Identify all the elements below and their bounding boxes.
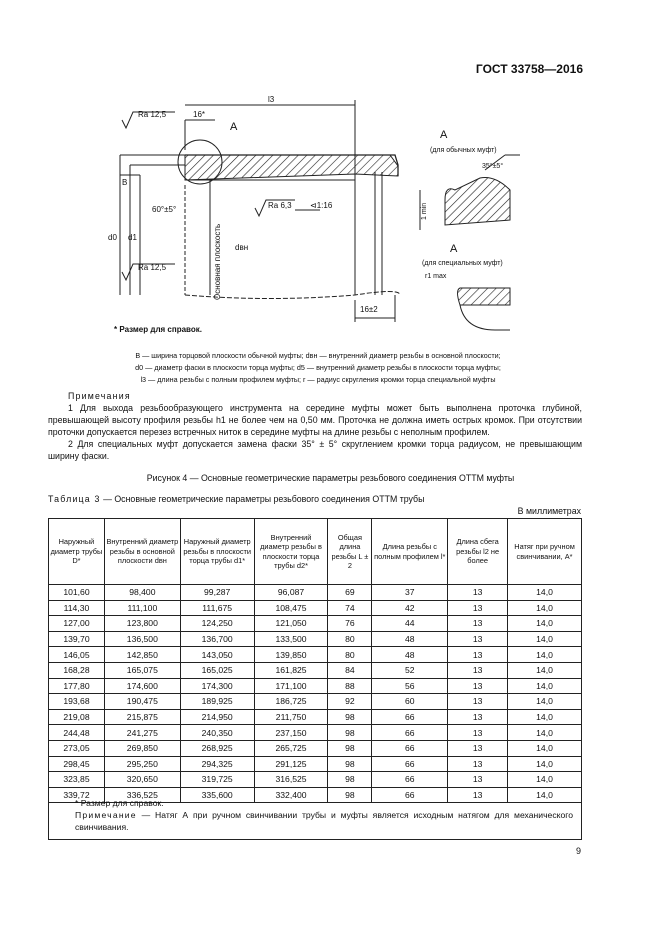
table-cell: 136,700	[180, 631, 254, 647]
table-cell: 291,125	[254, 756, 328, 772]
table-caption-label: Таблица 3	[48, 494, 101, 504]
table-cell: 332,400	[254, 787, 328, 803]
table-cell: 14,0	[508, 725, 582, 741]
table-cell: 13	[448, 709, 508, 725]
table-cell: 215,875	[104, 709, 180, 725]
table-cell: 84	[328, 662, 372, 678]
column-header: Наружный диаметр резьбы в плоскости торца трубы d1*	[180, 519, 254, 585]
table-cell: 171,100	[254, 678, 328, 694]
table-cell: 76	[328, 616, 372, 632]
table-row	[49, 662, 582, 678]
legend-line: d0 — диаметр фаски в плоскости торца муфты; d5 — внутренний диаметр резьбы в плоскости торца муфты;	[135, 363, 501, 372]
table-note-label: Примечание	[75, 810, 137, 820]
table-cell: 13	[448, 756, 508, 772]
table-cell: 114,30	[49, 600, 105, 616]
table-cell: 37	[372, 585, 448, 601]
table-note	[49, 809, 581, 833]
table-cell: 186,725	[254, 694, 328, 710]
table-cell: 98	[328, 709, 372, 725]
table-cell: 98,400	[104, 585, 180, 601]
table-cell: 42	[372, 600, 448, 616]
table-cell: 139,850	[254, 647, 328, 663]
table-cell: 13	[448, 631, 508, 647]
table-cell: 66	[372, 709, 448, 725]
table-cell: 48	[372, 647, 448, 663]
table-cell: 14,0	[508, 662, 582, 678]
view-a-regular	[445, 178, 510, 226]
table-cell: 319,725	[180, 772, 254, 788]
table-cell: 335,600	[180, 787, 254, 803]
table-row	[49, 647, 582, 663]
table-cell: 268,925	[180, 740, 254, 756]
column-header: Внутренний диаметр резьбы в плоскости торца трубы d2*	[254, 519, 328, 585]
table-cell: 240,350	[180, 725, 254, 741]
table-row	[49, 772, 582, 788]
table-cell: 146,05	[49, 647, 105, 663]
table-cell: 88	[328, 678, 372, 694]
table-cell: 98	[328, 756, 372, 772]
table-cell: 189,925	[180, 694, 254, 710]
table-cell: 13	[448, 694, 508, 710]
table-footnote: * Размер для справок.	[75, 798, 164, 808]
table-cell: 80	[328, 647, 372, 663]
table-cell: 56	[372, 678, 448, 694]
table-caption	[48, 494, 424, 504]
table-cell: 14,0	[508, 772, 582, 788]
table-cell: 244,48	[49, 725, 105, 741]
table-cell: 66	[372, 756, 448, 772]
table-cell: 92	[328, 694, 372, 710]
table-row	[49, 725, 582, 741]
table-cell: 80	[328, 631, 372, 647]
notes-heading: Примечания	[68, 391, 131, 401]
dim-1min: 1 min	[421, 202, 428, 220]
table-cell: 14,0	[508, 616, 582, 632]
table-cell: 60	[372, 694, 448, 710]
table-cell: 13	[448, 740, 508, 756]
table-cell: 165,025	[180, 662, 254, 678]
table-cell: 13	[448, 678, 508, 694]
coupling-thread-drawing	[100, 90, 550, 340]
table-cell: 14,0	[508, 709, 582, 725]
table-cell: 69	[328, 585, 372, 601]
table-row	[49, 756, 582, 772]
table-caption-text: — Основные геометрические параметры резьбового соединения ОТТМ трубы	[100, 494, 425, 504]
table-cell: 108,475	[254, 600, 328, 616]
table-row	[49, 740, 582, 756]
figure-caption: Рисунок 4 — Основные геометрические параметры резьбового соединения ОТТМ муфты	[146, 473, 515, 483]
table-cell: 323,85	[49, 772, 105, 788]
table-cell: 14,0	[508, 647, 582, 663]
roughness-1: Ra 12,5	[138, 110, 167, 119]
table-cell: 127,00	[49, 616, 105, 632]
view-a-label: А	[230, 121, 238, 133]
roughness-2: Ra 6,3	[268, 201, 292, 210]
note-1: 1 Для выхода резьбообразующего инструмента на середине муфты может быть выполнена проточка глубиной, превышающей высоту профиля резьбы h1 не более чем на 0,50 мм. Проточка не должна иметь острых кромок. При отсутствии проточки допускается перезез встречных ниток в середине муфты на длине резьбы с неполным профилем.	[48, 403, 582, 437]
table-cell: 96,087	[254, 585, 328, 601]
table-cell: 142,850	[104, 647, 180, 663]
table-cell: 123,800	[104, 616, 180, 632]
figure-legend	[88, 350, 548, 386]
table-cell: 13	[448, 585, 508, 601]
table-cell: 14,0	[508, 756, 582, 772]
dim-d1: d1	[128, 233, 137, 242]
table-cell: 101,60	[49, 585, 105, 601]
column-header: Длина сбега резьбы l2 не более	[448, 519, 508, 585]
table-cell: 139,70	[49, 631, 105, 647]
table-units: В миллиметрах	[517, 506, 581, 516]
notes-block	[48, 390, 582, 462]
table-cell: 98	[328, 725, 372, 741]
table-cell: 74	[328, 600, 372, 616]
table-cell: 273,05	[49, 740, 105, 756]
table-cell: 98	[328, 787, 372, 803]
view-a-special-label: А	[450, 243, 458, 255]
table-cell: 214,950	[180, 709, 254, 725]
table-row	[49, 631, 582, 647]
table-cell: 14,0	[508, 585, 582, 601]
table-cell: 294,325	[180, 756, 254, 772]
table-cell: 190,475	[104, 694, 180, 710]
table-cell: 44	[372, 616, 448, 632]
table-row	[49, 585, 582, 601]
table-cell: 13	[448, 647, 508, 663]
dim-dvn: dвн	[235, 243, 249, 252]
legend-line: l3 — длина резьбы с полным профилем муфты; r — радиус скругления кромки торца специальной муфты	[140, 375, 496, 384]
column-header: Натяг при ручном свинчивании, A*	[508, 519, 582, 585]
table-cell: 211,750	[254, 709, 328, 725]
table-cell: 14,0	[508, 787, 582, 803]
dim-d0: d0	[108, 233, 117, 242]
table-row	[49, 709, 582, 725]
table-row	[49, 678, 582, 694]
table-cell: 14,0	[508, 600, 582, 616]
table-row	[49, 600, 582, 616]
table-cell: 165,075	[104, 662, 180, 678]
table-cell: 14,0	[508, 631, 582, 647]
note-2: 2 Для специальных муфт допускается замена фаски 35° ± 5° скруглением кромки торца радиусом, не превышающим ширину фаски.	[48, 439, 582, 461]
table-cell: 193,68	[49, 694, 105, 710]
table-cell: 13	[448, 772, 508, 788]
column-header: Общая длина резьбы L ± 2	[328, 519, 372, 585]
parameters-table	[48, 518, 582, 803]
table-cell: 111,100	[104, 600, 180, 616]
dim-b: B	[122, 178, 128, 187]
table-row	[49, 616, 582, 632]
table-cell: 269,850	[104, 740, 180, 756]
table-cell: 66	[372, 772, 448, 788]
chamfer-angle: 35°±5°	[482, 163, 504, 170]
table-cell: 320,650	[104, 772, 180, 788]
table-cell: 219,08	[49, 709, 105, 725]
table-cell: 99,287	[180, 585, 254, 601]
table-cell: 66	[372, 725, 448, 741]
table-cell: 336,525	[104, 787, 180, 803]
table-cell: 124,250	[180, 616, 254, 632]
document-header: ГОСТ 33758—2016	[475, 62, 583, 76]
taper: ⊲1:16	[310, 201, 333, 210]
table-cell: 168,28	[49, 662, 105, 678]
column-header: Внутренний диаметр резьбы в основной плоскости dвн	[104, 519, 180, 585]
view-a-regular-label: А	[440, 129, 448, 141]
table-cell: 13	[448, 662, 508, 678]
page-number: 9	[575, 846, 581, 856]
table-cell: 98	[328, 772, 372, 788]
table-cell: 111,675	[180, 600, 254, 616]
table-cell: 237,150	[254, 725, 328, 741]
table-cell: 174,600	[104, 678, 180, 694]
figure-footnote: * Размер для справок.	[114, 325, 202, 334]
view-a-special-caption: (для специальных муфт)	[422, 260, 503, 267]
table-cell: 66	[372, 740, 448, 756]
table-header-row	[49, 519, 582, 585]
table-cell: 133,500	[254, 631, 328, 647]
table-cell: 98	[328, 740, 372, 756]
table-cell: 14,0	[508, 694, 582, 710]
table-row	[49, 694, 582, 710]
column-header: Наружный диаметр трубы D*	[49, 519, 105, 585]
table-cell: 241,275	[104, 725, 180, 741]
roughness-3: Ra 12,5	[138, 263, 167, 272]
table-cell: 161,825	[254, 662, 328, 678]
table-cell: 316,525	[254, 772, 328, 788]
table-cell: 14,0	[508, 678, 582, 694]
table-cell: 298,45	[49, 756, 105, 772]
column-header: Длина резьбы с полным профилем l*	[372, 519, 448, 585]
legend-line: B — ширина торцовой плоскости обычной муфты; dвн — внутренний диаметр резьбы в основной плоскости;	[135, 351, 501, 360]
dim-l3: l3	[268, 95, 275, 104]
table-cell: 52	[372, 662, 448, 678]
table-cell: 66	[372, 787, 448, 803]
table-cell: 174,300	[180, 678, 254, 694]
table-cell: 121,050	[254, 616, 328, 632]
dim-16-tol: 16±2	[360, 305, 378, 314]
table-cell: 13	[448, 600, 508, 616]
table-footer	[48, 796, 582, 840]
table-cell: 265,725	[254, 740, 328, 756]
table-cell: 136,500	[104, 631, 180, 647]
table-cell: 339,72	[49, 787, 105, 803]
table-note-text: — Натяг А при ручном свинчивании трубы и муфты является исходным натягом для механического свинчивания.	[75, 810, 573, 832]
table-cell: 13	[448, 787, 508, 803]
table-cell: 14,0	[508, 740, 582, 756]
table-cell: 13	[448, 725, 508, 741]
table-cell: 13	[448, 616, 508, 632]
angle-60: 60°±5°	[152, 205, 177, 214]
view-a-special	[458, 288, 511, 305]
view-a-regular-caption: (для обычных муфт)	[430, 147, 497, 154]
table-cell: 295,250	[104, 756, 180, 772]
base-plane-label: Основная плоскость	[213, 223, 222, 300]
table-cell: 143,050	[180, 647, 254, 663]
dim-16: 16*	[193, 110, 206, 119]
table-cell: 177,80	[49, 678, 105, 694]
r1-max: r1 max	[425, 273, 447, 280]
table-cell: 48	[372, 631, 448, 647]
